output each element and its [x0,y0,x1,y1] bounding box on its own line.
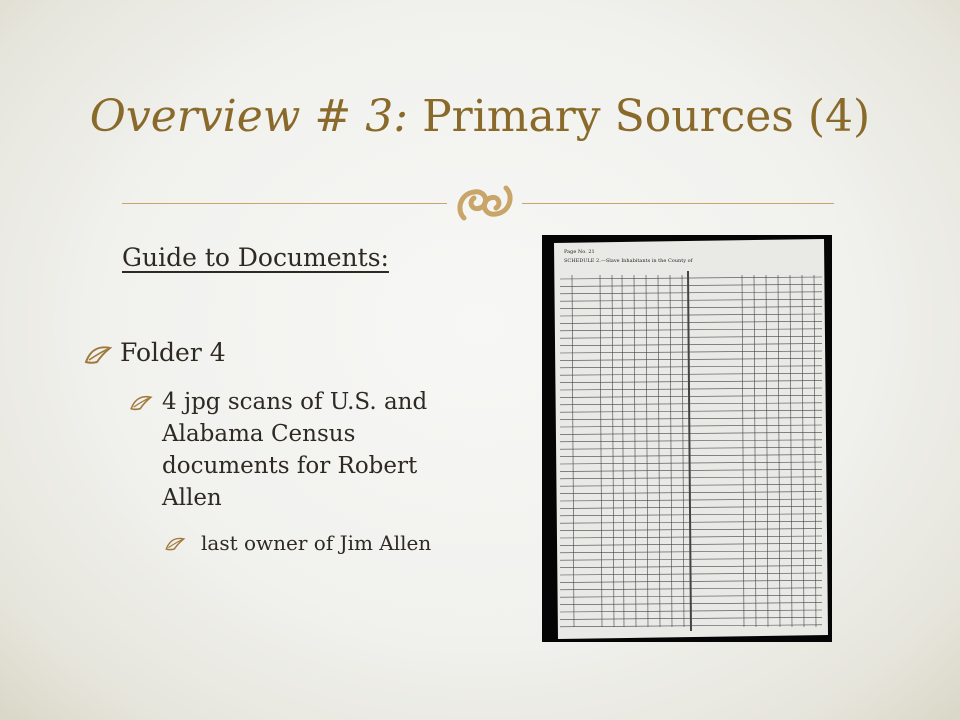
scan-header-text: SCHEDULE 2.—Slave Inhabitants in the County of [564,258,693,264]
curl-ornament-icon [452,178,518,228]
census-document-scan [542,235,832,642]
divider-left [122,203,447,204]
scroll-bullet-icon [128,394,154,412]
census-scan-image [542,235,832,642]
bullet-level2-text: 4 jpg scans of U.S. and Alabama Census documents for Robert Allen [162,389,428,511]
scan-page-label: Page No. 21 [564,249,595,255]
divider-right [522,203,834,204]
bullet-level1-text: Folder 4 [120,338,226,367]
slide-title [0,90,960,144]
title-italic: Overview # 3: [89,91,409,142]
bullet-level3-text: last owner of Jim Allen [201,531,432,555]
guide-heading: Guide to Documents: [122,243,389,272]
scroll-bullet-icon [83,344,113,366]
scroll-bullet-icon [163,536,187,552]
title-rest: Primary Sources (4) [422,91,871,142]
